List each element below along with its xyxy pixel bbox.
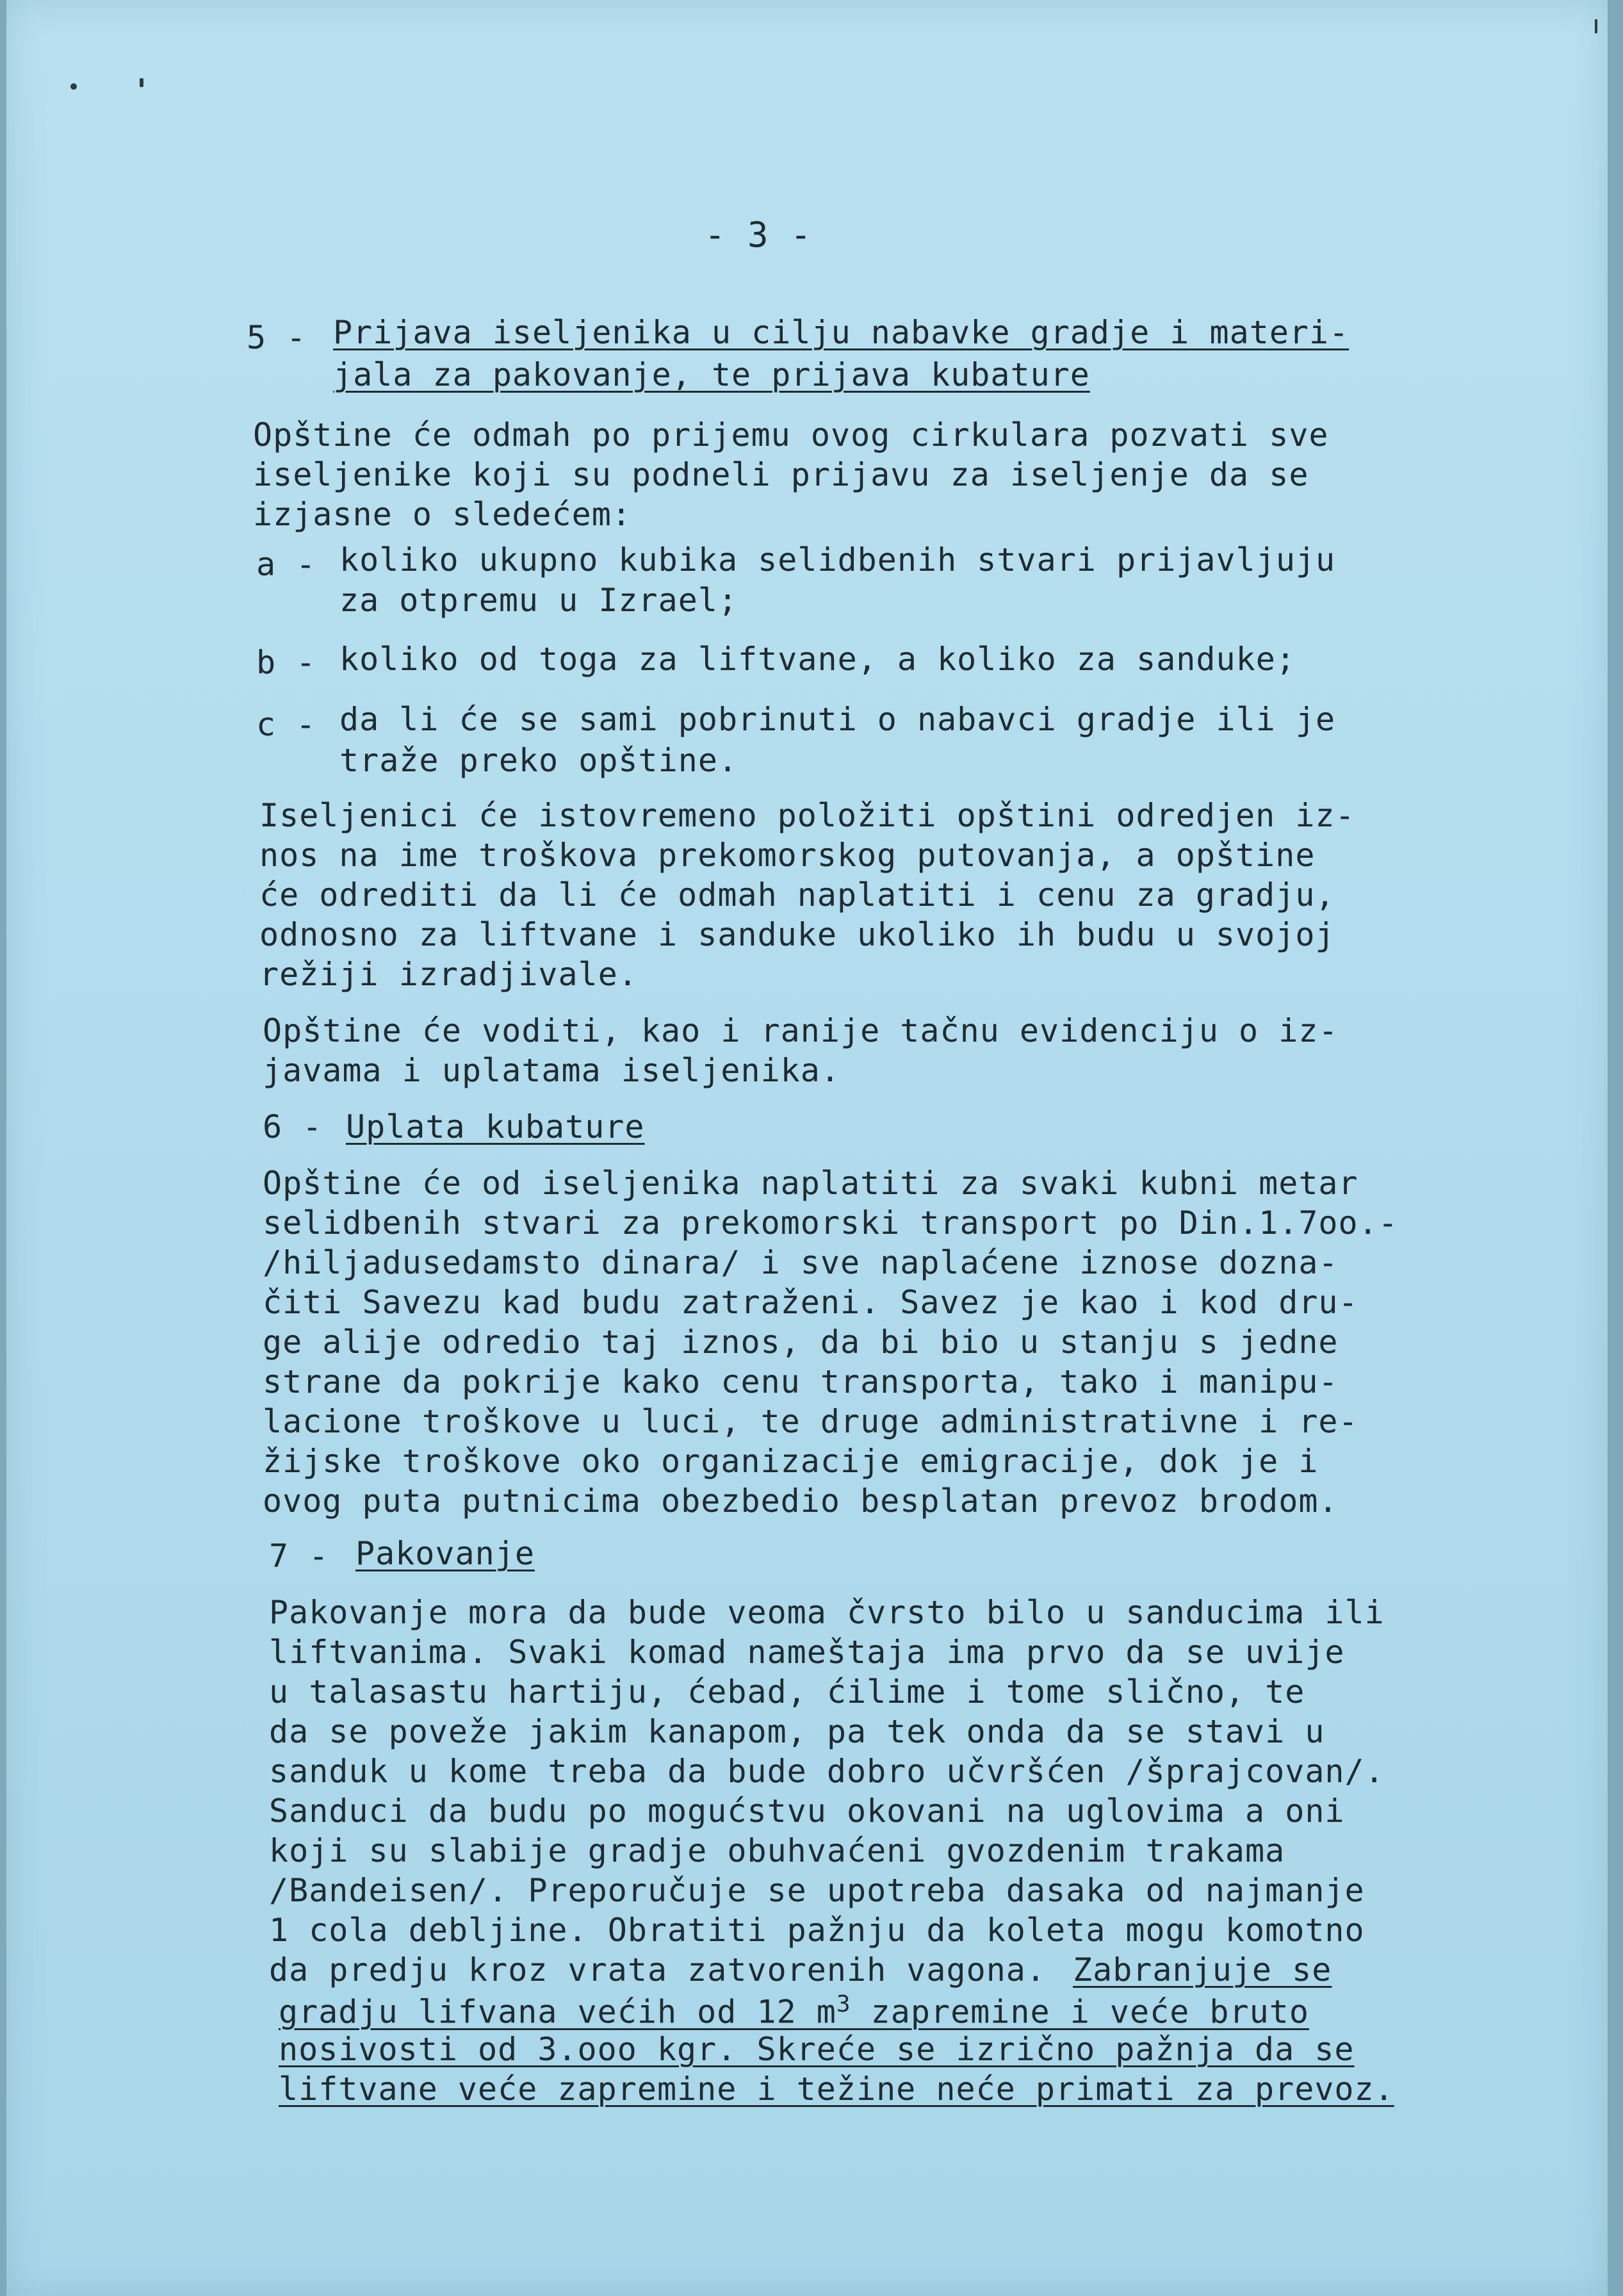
section5-para2-line: odnosno za liftvane i sanduke ukoliko ih budu u svojoj: [259, 916, 1335, 953]
section7-para-line: sanduk u kome treba da bude dobro učvršćen /šprajcovan/.: [269, 1753, 1385, 1790]
section6-para-line: žijske troškove oko organizacije emigracije, dok je i: [263, 1443, 1319, 1480]
section7-number: 7 -: [269, 1538, 329, 1575]
section7-para-line: u talasastu hartiju, ćebad, ćilime i tome slično, te: [269, 1673, 1305, 1710]
section6-para-line: strane da pokrije kako cenu transporta, tako i manipu-: [263, 1363, 1339, 1400]
section7-para-line: Sanduci da budu po mogućstvu okovani na uglovima a oni: [269, 1792, 1345, 1830]
prohibition-line: liftvane veće zapremine i težine neće primati za prevoz.: [279, 2070, 1394, 2108]
list-item-c-line: da li će se sami pobrinuti o nabavci gradje ili je: [339, 701, 1336, 738]
section5-intro-line: izjasne o sledećem:: [253, 496, 632, 533]
list-item-marker-b: b -: [256, 644, 316, 681]
section7-para-line: 1 cola debljine. Obratiti pažnju da koleta mogu komotno: [269, 1912, 1365, 1949]
section5-number: 5 -: [247, 319, 307, 356]
section7-para-line: liftvanima. Svaki komad nameštaja ima prvo da se uvije: [269, 1634, 1345, 1671]
section5-para3-line: Opštine će voditi, kao i ranije tačnu evidenciju o iz-: [263, 1012, 1339, 1049]
section5-intro-line: Opštine će odmah po prijemu ovog cirkulara pozvati sve: [253, 416, 1329, 454]
section6-para-line: ge alije odredio taj iznos, da bi bio u stanju s jedne: [263, 1324, 1339, 1361]
section5-para2-line: režiji izradjivale.: [259, 956, 638, 993]
section5-para3-line: javama i uplatama iseljenika.: [263, 1052, 840, 1089]
section5-para2-line: će odrediti da li će odmah naplatiti i cenu za gradju,: [259, 876, 1335, 914]
prohibition-line: nosivosti od 3.ooo kgr. Skreće se izrično pažnja da se: [279, 2031, 1355, 2068]
section7-para-line: /Bandeisen/. Preporučuje se upotreba dasaka od najmanje: [269, 1872, 1365, 1909]
scan-speck: [140, 78, 143, 87]
section7-heading: Pakovanje: [355, 1535, 535, 1572]
document-page: [6, 0, 1608, 2296]
scan-speck: [70, 83, 77, 90]
section5-heading-line1: Prijava iseljenika u cilju nabavke gradje i materi-: [333, 314, 1350, 351]
prohibition-line: [279, 1991, 1309, 2031]
section6-para-line: čiti Savezu kad budu zatraženi. Savez je kao i kod dru-: [263, 1284, 1358, 1321]
section7-para-line: Pakovanje mora da bude veoma čvrsto bilo u sanducima ili: [269, 1594, 1385, 1631]
section7-para-line: da se poveže jakim kanapom, pa tek onda da se stavi u: [269, 1713, 1325, 1750]
list-item-a-line: za otpremu u Izrael;: [339, 582, 738, 619]
section6-para-line: ovog puta putnicima obezbedio besplatan prevoz brodom.: [263, 1482, 1339, 1520]
section6-para-line: selidbenih stvari za prekomorski transport po Din.1.7oo.-: [263, 1204, 1398, 1242]
list-item-marker-a: a -: [256, 546, 316, 583]
page-number: - 3 -: [705, 215, 812, 255]
section6-para-line: /hiljadusedamsto dinara/ i sve naplaćene iznose dozna-: [263, 1244, 1339, 1281]
prohibition-text: gradju lifvana većih od 12 m: [279, 1993, 836, 2031]
section6-para-line: lacione troškove u luci, te druge administrativne i re-: [263, 1403, 1358, 1440]
section5-para2-line: Iseljenici će istovremeno položiti opštini odredjen iz-: [259, 797, 1355, 834]
section6-para-line: Opštine će od iseljenika naplatiti za svaki kubni metar: [263, 1165, 1358, 1202]
cubic-superscript: 3: [836, 1991, 851, 2017]
document-text: [6, 0, 1608, 2296]
section6-number: 6 -: [263, 1108, 323, 1145]
section5-para2-line: nos na ime troškova prekomorskog putovanja, a opštine: [259, 837, 1316, 874]
list-item-c-line: traže preko opštine.: [339, 742, 738, 779]
list-item-b-line: koliko od toga za liftvane, a koliko za sanduke;: [339, 641, 1296, 678]
list-item-marker-c: c -: [256, 706, 316, 743]
section5-heading-line2: jala za pakovanje, te prijava kubature: [333, 356, 1090, 393]
scan-speck: [1595, 19, 1597, 33]
section5-intro-line: iseljenike koji su podneli prijavu za iseljenje da se: [253, 456, 1309, 493]
section7-para-line: koji su slabije gradje obuhvaćeni gvozdenim trakama: [269, 1832, 1285, 1869]
prohibition-start: Zabranjuje se: [1073, 1951, 1332, 1988]
section6-heading: Uplata kubature: [346, 1108, 645, 1145]
list-item-a-line: koliko ukupno kubika selidbenih stvari prijavljuju: [339, 541, 1336, 578]
section7-para-line: da predju kroz vrata zatvorenih vagona.: [269, 1951, 1046, 1988]
prohibition-text: zapremine i veće bruto: [851, 1993, 1309, 2031]
